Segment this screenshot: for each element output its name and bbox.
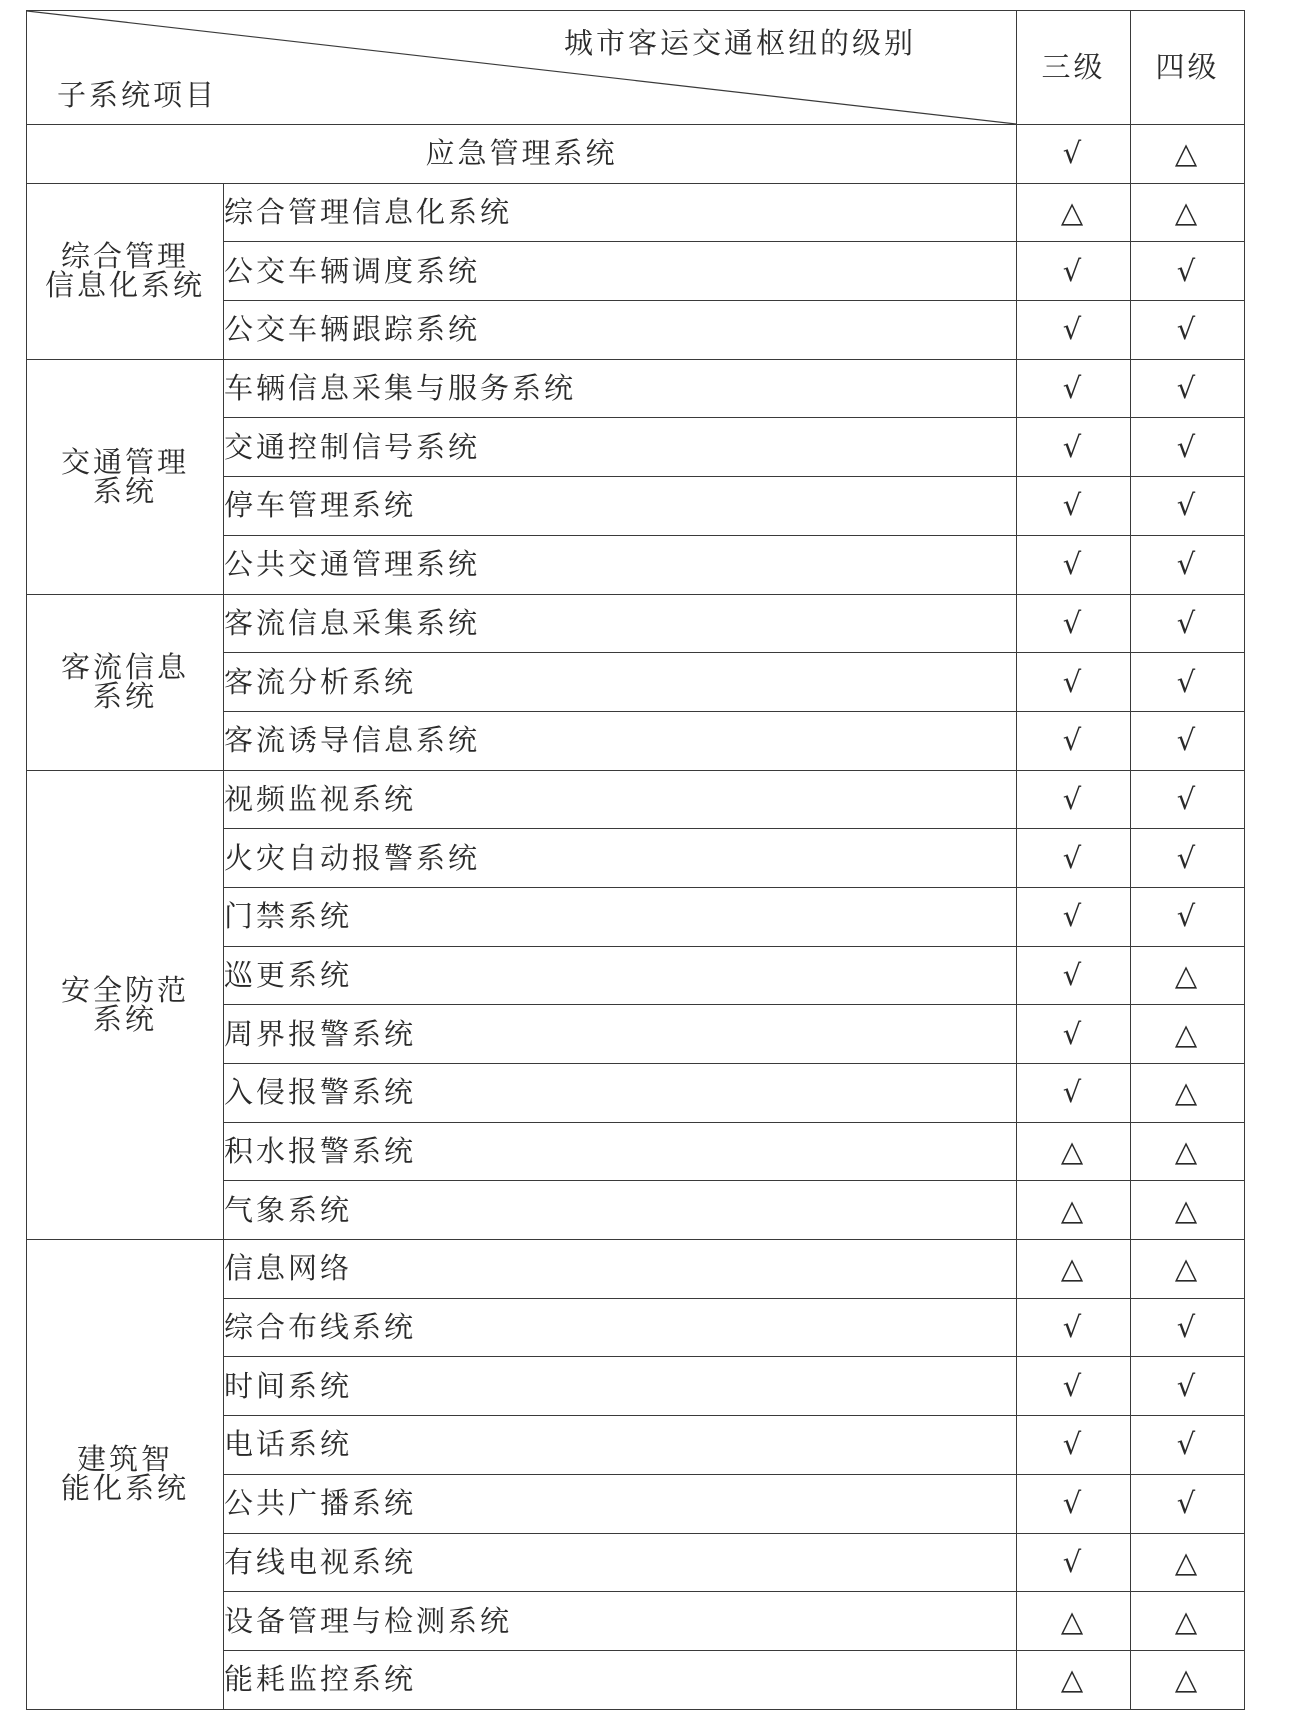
level-4-mark: √ [1131, 1474, 1245, 1533]
subsystem-item-label: 门禁系统 [224, 887, 1017, 946]
level-3-mark: √ [1017, 1416, 1131, 1475]
table-row [27, 770, 1245, 829]
subsystem-item-label: 时间系统 [224, 1357, 1017, 1416]
level-3-mark: △ [1017, 1650, 1131, 1709]
level-4-mark: △ [1131, 1592, 1245, 1651]
emergency-level-3-mark: √ [1017, 125, 1131, 184]
subsystem-item-label: 车辆信息采集与服务系统 [224, 359, 1017, 418]
emergency-level-4-mark: △ [1131, 125, 1245, 184]
table-row [27, 359, 1245, 418]
diagonal-header-cell [27, 11, 1017, 125]
subsystem-item-label: 信息网络 [224, 1240, 1017, 1299]
subsystem-item-label: 气象系统 [224, 1181, 1017, 1240]
level-4-mark: △ [1131, 946, 1245, 1005]
header-row [27, 11, 1245, 125]
level-4-mark: △ [1131, 1533, 1245, 1592]
group-name-line-2: 系统 [92, 679, 157, 714]
subsystem-item-label: 有线电视系统 [224, 1533, 1017, 1592]
level-4-mark: △ [1131, 1122, 1245, 1181]
level-4-mark: △ [1131, 1181, 1245, 1240]
level-4-mark: √ [1131, 1357, 1245, 1416]
level-3-mark: √ [1017, 829, 1131, 888]
level-3-mark: √ [1017, 1064, 1131, 1123]
level-3-mark: √ [1017, 887, 1131, 946]
level-4-mark: √ [1131, 770, 1245, 829]
level-3-mark: √ [1017, 1533, 1131, 1592]
subsystem-item-label: 电话系统 [224, 1416, 1017, 1475]
level-4-mark: √ [1131, 242, 1245, 301]
level-4-mark: √ [1131, 418, 1245, 477]
level-4-mark: √ [1131, 829, 1245, 888]
group-name-line-1: 安全防范 [60, 972, 189, 1007]
subsystem-item-label: 积水报警系统 [224, 1122, 1017, 1181]
level-4-mark: √ [1131, 594, 1245, 653]
subsystem-item-label: 公交车辆跟踪系统 [224, 301, 1017, 360]
level-4-mark: △ [1131, 183, 1245, 242]
group-name-line-2: 信息化系统 [44, 268, 205, 303]
level-4-mark: √ [1131, 711, 1245, 770]
level-4-mark: √ [1131, 1416, 1245, 1475]
subsystem-item-label: 巡更系统 [224, 946, 1017, 1005]
level-3-mark: √ [1017, 711, 1131, 770]
group-name-line-1: 建筑智 [76, 1442, 173, 1477]
level-4-mark: △ [1131, 1005, 1245, 1064]
subsystem-item-label: 公交车辆调度系统 [224, 242, 1017, 301]
group-name-line-1: 综合管理 [60, 239, 189, 274]
subsystem-item-label: 停车管理系统 [224, 477, 1017, 536]
level-4-mark: △ [1131, 1240, 1245, 1299]
header-level-3: 三级 [1017, 11, 1131, 125]
table-body [27, 11, 1245, 1710]
group-name-line-2: 系统 [92, 1001, 157, 1036]
group-name-cell [27, 183, 224, 359]
subsystem-item-label: 客流信息采集系统 [224, 594, 1017, 653]
group-name-cell [27, 1240, 224, 1710]
level-3-mark: √ [1017, 242, 1131, 301]
subsystem-item-label: 客流分析系统 [224, 653, 1017, 712]
group-name-line-1: 客流信息 [60, 650, 189, 685]
level-3-mark: √ [1017, 594, 1131, 653]
level-4-mark: √ [1131, 301, 1245, 360]
level-4-mark: △ [1131, 1650, 1245, 1709]
group-name-cell [27, 594, 224, 770]
subsystem-level-table [26, 10, 1245, 1710]
subsystem-item-label: 客流诱导信息系统 [224, 711, 1017, 770]
level-4-mark: √ [1131, 653, 1245, 712]
level-4-mark: √ [1131, 887, 1245, 946]
level-3-mark: △ [1017, 1122, 1131, 1181]
level-3-mark: √ [1017, 1005, 1131, 1064]
group-name-line-2: 系统 [92, 473, 157, 508]
level-3-mark: △ [1017, 183, 1131, 242]
level-3-mark: △ [1017, 1592, 1131, 1651]
subsystem-item-label: 设备管理与检测系统 [224, 1592, 1017, 1651]
subsystem-item-label: 公共交通管理系统 [224, 535, 1017, 594]
subsystem-item-label: 火灾自动报警系统 [224, 829, 1017, 888]
level-4-mark: √ [1131, 477, 1245, 536]
group-name-cell [27, 770, 224, 1240]
level-3-mark: △ [1017, 1240, 1131, 1299]
subsystem-item-label: 周界报警系统 [224, 1005, 1017, 1064]
subsystem-item-label: 视频监视系统 [224, 770, 1017, 829]
header-level-4: 四级 [1131, 11, 1245, 125]
level-3-mark: √ [1017, 946, 1131, 1005]
level-4-mark: √ [1131, 535, 1245, 594]
level-4-mark: △ [1131, 1064, 1245, 1123]
table-row [27, 183, 1245, 242]
subsystem-item-label: 综合布线系统 [224, 1298, 1017, 1357]
level-4-mark: √ [1131, 1298, 1245, 1357]
level-3-mark: √ [1017, 535, 1131, 594]
level-3-mark: √ [1017, 301, 1131, 360]
table-row [27, 594, 1245, 653]
subsystem-item-label: 能耗监控系统 [224, 1650, 1017, 1709]
level-3-mark: √ [1017, 1474, 1131, 1533]
subsystem-item-label: 综合管理信息化系统 [224, 183, 1017, 242]
group-name-line-2: 能化系统 [60, 1471, 189, 1506]
level-3-mark: √ [1017, 359, 1131, 418]
subsystem-item-label: 交通控制信号系统 [224, 418, 1017, 477]
table-row [27, 1240, 1245, 1299]
group-name-cell [27, 359, 224, 594]
level-3-mark: √ [1017, 770, 1131, 829]
emergency-label: 应急管理系统 [27, 125, 1017, 184]
group-name-line-1: 交通管理 [60, 444, 189, 479]
subsystem-item-label: 入侵报警系统 [224, 1064, 1017, 1123]
level-3-mark: √ [1017, 653, 1131, 712]
emergency-row [27, 125, 1245, 184]
header-subsystem-label: 子系统项目 [57, 78, 218, 112]
level-4-mark: √ [1131, 359, 1245, 418]
subsystem-item-label: 公共广播系统 [224, 1474, 1017, 1533]
level-3-mark: √ [1017, 1298, 1131, 1357]
level-3-mark: √ [1017, 477, 1131, 536]
level-3-mark: √ [1017, 418, 1131, 477]
level-3-mark: √ [1017, 1357, 1131, 1416]
header-level-label: 城市客运交通枢纽的级别 [563, 26, 916, 60]
level-3-mark: △ [1017, 1181, 1131, 1240]
